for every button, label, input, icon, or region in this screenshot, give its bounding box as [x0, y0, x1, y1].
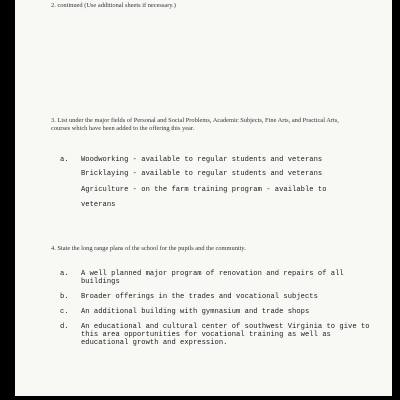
item-4-prompt: 4. State the long range plans of the school for the pupils and the community.	[51, 245, 246, 252]
item-4-letter: b.	[60, 293, 69, 301]
document-page	[15, 0, 392, 396]
item-3-line: veterans	[81, 201, 116, 209]
item-3-line: Woodworking - available to regular students and veterans	[81, 156, 323, 164]
item-4-letter: a.	[60, 270, 69, 278]
item-3-line: Bricklaying - available to regular students and veterans	[81, 170, 323, 178]
item-4-entry: An educational and cultural center of southwest Virginia to give to this area opportunities for vocational training as well as educational growth and expression.	[81, 323, 370, 347]
item-4-letter: d.	[60, 323, 69, 331]
item-4-entry: A well planned major program of renovation and repairs of all buildings	[81, 270, 344, 286]
item-3-prompt: 3. List under the major fields of Personal and Social Problems, Academic Subjects, Fine Arts, and Practical Arts, courses which have been added to the offering this year.	[51, 117, 339, 132]
item-4-entry: Broader offerings in the trades and vocational subjects	[81, 293, 318, 301]
item-4-letter: c.	[60, 308, 69, 316]
item-2-continued: 2. continued (Use additional sheets if necessary.)	[51, 2, 176, 9]
item-3-line: Agriculture - on the farm training program - available to	[81, 186, 327, 194]
item-4-entry: An additional building with gymnasium and trade shops	[81, 308, 310, 316]
item-3-letter-a: a.	[60, 156, 69, 164]
